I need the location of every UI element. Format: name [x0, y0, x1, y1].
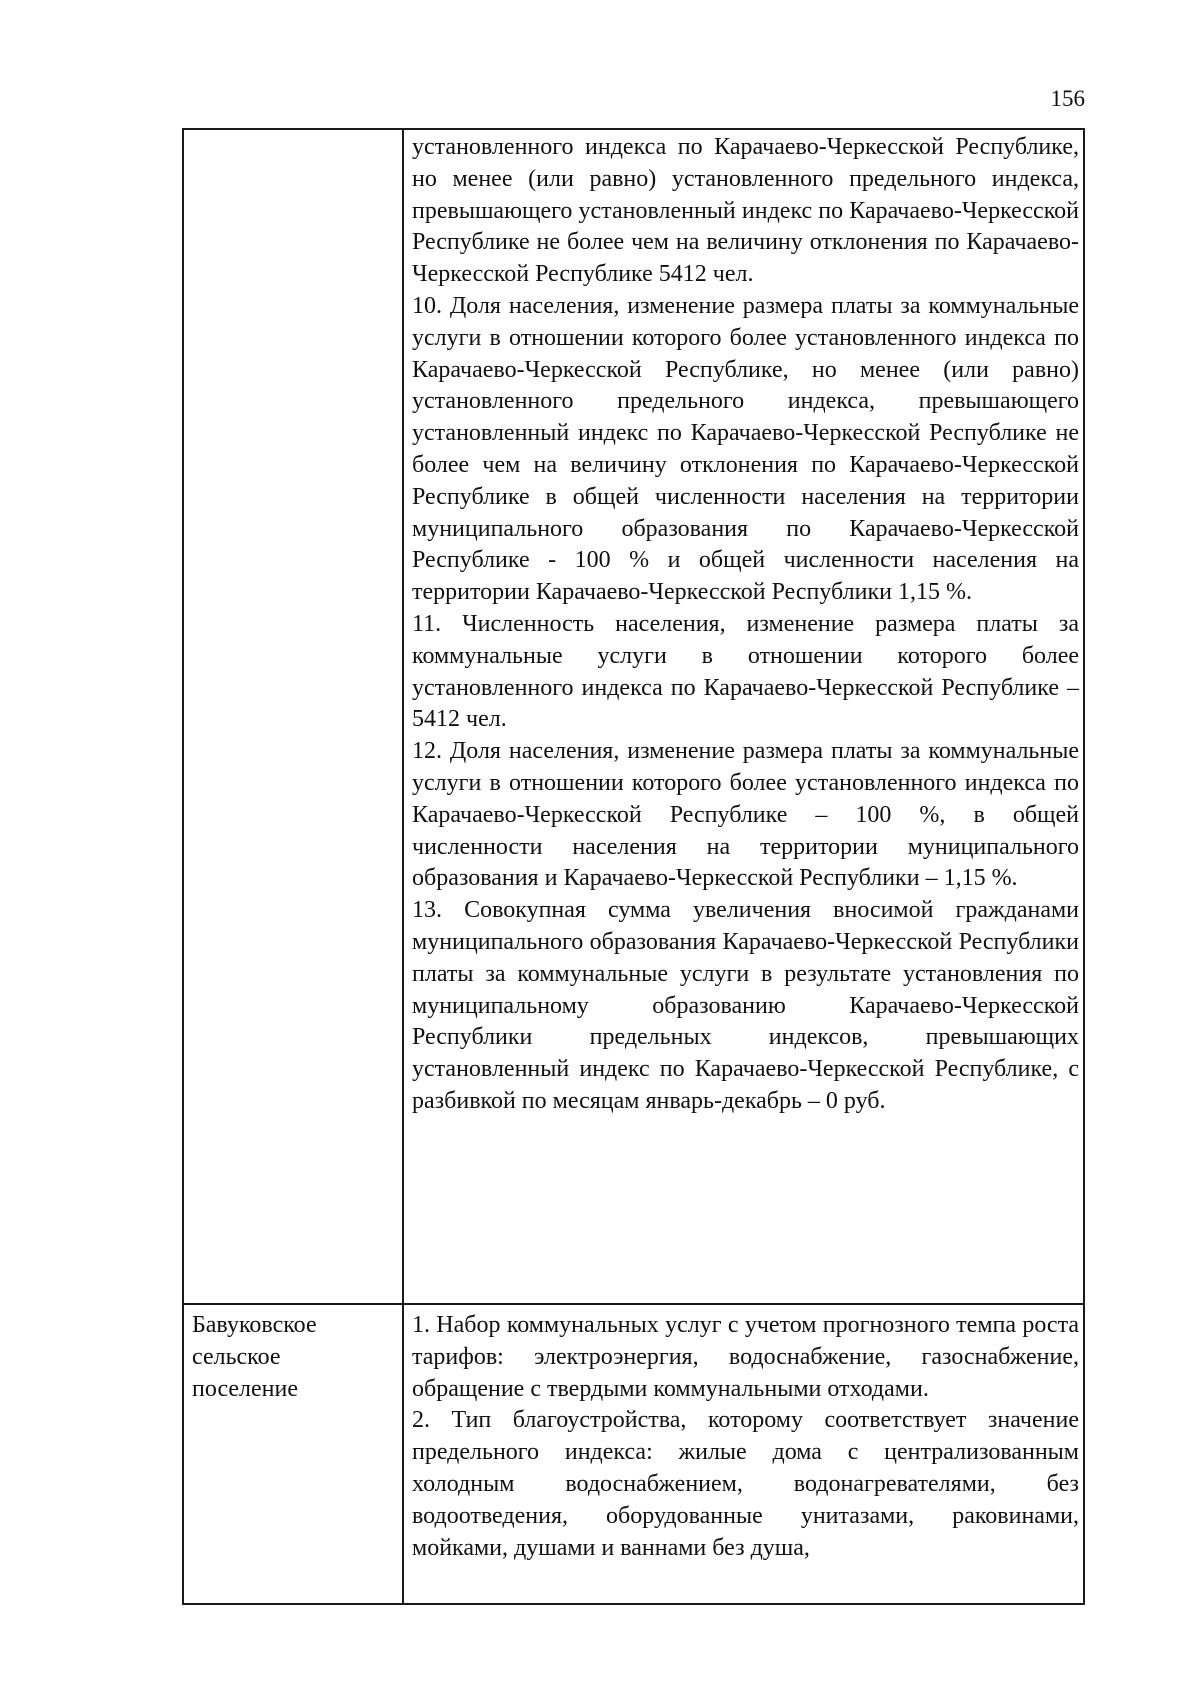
row1-paragraph-12: 12. Доля населения, изменение размера платы за коммунальные услуги в отношении которого более установленного индекса по Карачаево-Черкесской Республике – 100 %, в общей численности населения на территории муниципального образования и Карачаево-Черкесской Республики – 1,15 %.: [412, 738, 1079, 892]
row1-paragraph-1: установленного индекса по Карачаево-Черкесской Республике, но менее (или равно) установленного предельного индекса, превышающего установленный индекс по Карачаево-Черкесской Республике не более чем на величину отклонения по Карачаево-Черкесской Республике 5412 чел.: [412, 134, 1079, 288]
row1-paragraph-10: 10. Доля населения, изменение размера платы за коммунальные услуги в отношении которого более установленного индекса по Карачаево-Черкесской Республике, но менее (или равно) установленного предельного индекса, превышающего установленный индекс по Карачаево-Черкесской Республике не более чем на величину отклонения по Карачаево-Черкесской Республике в общей численности населения на территории муниципального образования по Карачаево-Черкесской Республике - 100 % и общей численности населения на территории Карачаево-Черкесской Республики 1,15 %.: [412, 292, 1079, 606]
row2-municipality-cell: Бавуковское сельское поселение: [192, 1312, 317, 1402]
document-table: [182, 128, 1085, 1605]
row1-paragraph-13: 13. Совокупная сумма увеличения вносимой гражданами муниципального образования Карачаево-Черкесской Республики платы за коммунальные услуги в результате установления по муниципальному образованию Карачаево-Черкесской Республики предельных индексов, превышающих установленный индекс по Карачаево-Черкесской Республике, с разбивкой по месяцам январь-декабрь – 0 руб.: [412, 897, 1079, 1114]
column-divider: [402, 130, 404, 1603]
row2-description-cell: [412, 1310, 1079, 1564]
row2-paragraph-1: 1. Набор коммунальных услуг с учетом прогнозного темпа роста тарифов: электроэнергия, водоснабжение, газоснабжение, обращение с твердыми коммунальными отходами.: [412, 1312, 1079, 1402]
row-divider: [184, 1303, 1083, 1305]
row2-paragraph-2: 2. Тип благоустройства, которому соответствует значение предельного индекса: жилые дома с централизованным холодным водоснабжением, водонагревателями, без водоотведения, оборудованные унитазами, раковинами, мойками, душами и ваннами без душа,: [412, 1407, 1079, 1561]
page-number: 156: [1050, 86, 1085, 111]
row1-paragraph-11: 11. Численность населения, изменение размера платы за коммунальные услуги в отношении которого более установленного индекса по Карачаево-Черкесской Республике – 5412 чел.: [412, 610, 1079, 733]
row1-description-cell: [412, 132, 1079, 1118]
